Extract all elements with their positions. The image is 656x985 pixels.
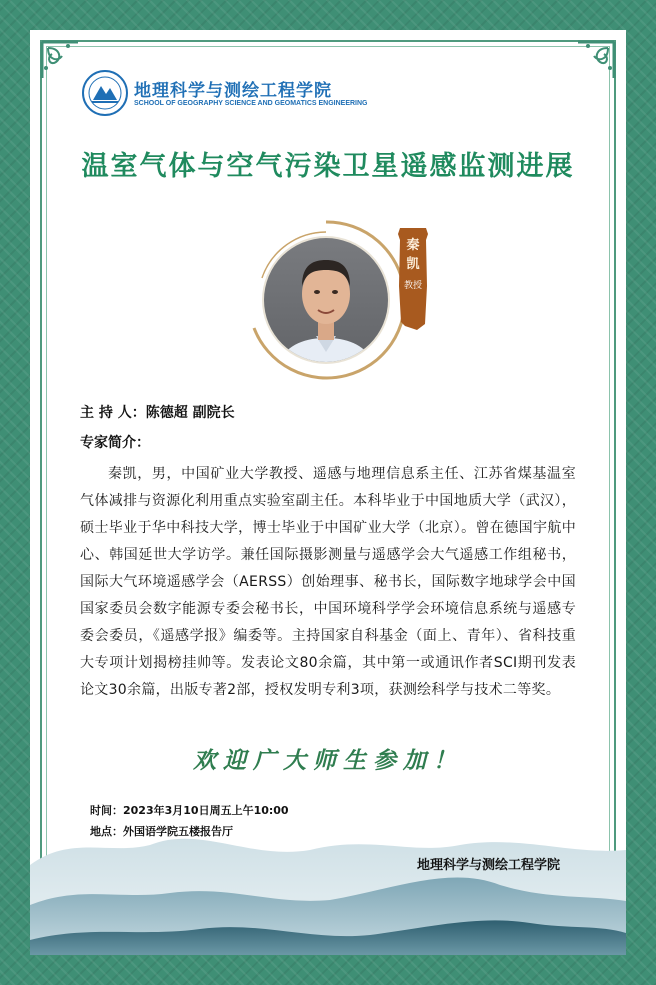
speaker-role: 教授: [403, 281, 422, 291]
poster-card: [30, 30, 626, 955]
school-name-cn: 地理科学与测绘工程学院: [134, 81, 332, 101]
school-name-en: SCHOOL OF GEOGRAPHY SCIENCE AND GEOMATICS ENGINEERING: [134, 100, 368, 107]
organizer-name: 地理科学与测绘工程学院: [416, 858, 560, 873]
intro-label: 专家简介：: [80, 435, 150, 451]
host-line: 主 持 人：陈德超 副院长: [80, 405, 235, 421]
corner-ornament-icon: [562, 38, 618, 94]
speaker-portrait: [242, 216, 410, 384]
lecture-title: 温室气体与空气污染卫星遥感监测进展: [81, 151, 575, 182]
mountain-landscape-decoration: [30, 805, 626, 955]
school-emblem-icon: [82, 70, 128, 116]
welcome-slogan: 欢迎广大师生参加！: [193, 747, 463, 774]
speaker-bio: 秦凯，男，中国矿业大学教授、遥感与地理信息系主任、江苏省煤基温室气体减排与资源化利用重点实验室副主任。本科毕业于中国地质大学（武汉），硕士毕业于华中科技大学，博士毕业于中国矿业大学（北京）。曾在德国宇航中心、韩国延世大学访学。兼任国际摄影测量与遥感学会大气遥感工作组秘书，国际大气环境遥感学会（AERSS）创始理事、秘书长，国际数字地球学会中国国家委员会数字能源专委会秘书长，中国环境科学学会环境信息系统与遥感专委会委员，《遥感学报》编委等。主持国家自科基金（面上、青年）、省科技重大专项计划揭榜挂帅等。发表论文80余篇，其中第一或通讯作者SCI期刊发表论文30余篇，出版专著2部，授权发明专利3项，获测绘科学与技术二等奖。: [80, 466, 576, 698]
event-time: 时间：2023年3月10日周五上午10:00: [90, 804, 289, 817]
speaker-name: 秦凯: [406, 238, 420, 272]
event-place: 地点：外国语学院五楼报告厅: [90, 825, 233, 838]
